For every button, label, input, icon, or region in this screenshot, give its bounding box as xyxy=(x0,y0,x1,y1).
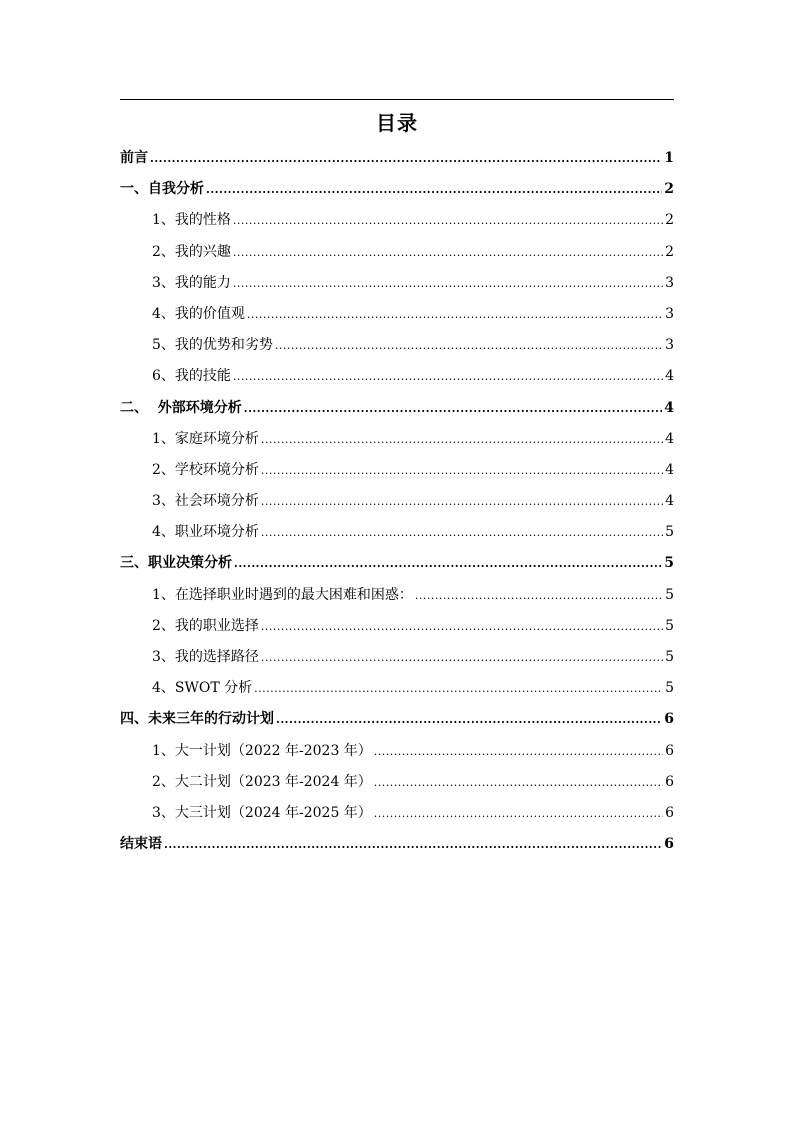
toc-entry-label: 3、社会环境分析 xyxy=(152,493,259,510)
toc-entry-label: 2、我的兴趣 xyxy=(152,243,231,260)
toc-entry-page: 4 xyxy=(665,461,674,478)
table-of-contents xyxy=(120,143,674,860)
toc-entry-page: 4 xyxy=(664,399,674,416)
toc-entry-page: 1 xyxy=(664,150,674,166)
toc-dot-leader xyxy=(374,798,663,829)
toc-entry-page: 4 xyxy=(665,493,674,510)
toc-dot-leader xyxy=(254,673,663,704)
toc-entry-label: 二、 外部环境分析 xyxy=(120,399,242,416)
toc-dot-leader xyxy=(275,330,663,361)
toc-dot-leader xyxy=(164,829,662,860)
toc-entry-label: 2、大二计划（2023 年-2024 年） xyxy=(152,773,372,790)
toc-dot-leader xyxy=(233,237,663,268)
toc-entry-label: 一、自我分析 xyxy=(120,181,204,198)
toc-entry-school-environment[interactable] xyxy=(120,455,674,486)
toc-entry-values[interactable] xyxy=(120,299,674,330)
toc-entry-career-environment[interactable] xyxy=(120,517,674,548)
toc-dot-leader xyxy=(374,767,663,798)
toc-dot-leader xyxy=(206,174,662,205)
toc-entry-career-decision[interactable] xyxy=(120,548,674,579)
toc-dot-leader xyxy=(261,642,663,673)
toc-dot-leader xyxy=(244,393,663,424)
toc-entry-difficulties[interactable] xyxy=(120,580,674,611)
toc-entry-label: 4、SWOT 分析 xyxy=(152,680,253,697)
toc-dot-leader xyxy=(261,486,663,517)
toc-entry-choice-path[interactable] xyxy=(120,642,674,673)
toc-entry-label: 2、我的职业选择 xyxy=(152,617,259,634)
toc-entry-label: 结束语 xyxy=(120,836,162,853)
toc-entry-page: 5 xyxy=(665,586,674,603)
toc-entry-label: 6、我的技能 xyxy=(152,368,231,385)
toc-entry-label: 1、大一计划（2022 年-2023 年） xyxy=(152,742,372,759)
toc-entry-family-environment[interactable] xyxy=(120,424,674,455)
toc-entry-label: 1、家庭环境分析 xyxy=(152,430,259,447)
header-rule xyxy=(120,99,674,100)
toc-entry-page: 2 xyxy=(665,212,674,229)
toc-entry-label: 5、我的优势和劣势 xyxy=(152,337,273,354)
toc-entry-career-choice[interactable] xyxy=(120,611,674,642)
toc-entry-social-environment[interactable] xyxy=(120,486,674,517)
toc-entry-skills[interactable] xyxy=(120,361,674,392)
toc-entry-label: 前言 xyxy=(120,150,148,166)
toc-entry-page: 6 xyxy=(665,804,674,821)
toc-entry-page: 5 xyxy=(664,555,674,572)
toc-entry-page: 4 xyxy=(665,368,674,385)
toc-entry-self-analysis[interactable] xyxy=(120,174,674,205)
toc-entry-label: 4、职业环境分析 xyxy=(152,524,259,541)
toc-entry-page: 4 xyxy=(665,430,674,447)
toc-entry-interests[interactable] xyxy=(120,237,674,268)
toc-entry-page: 2 xyxy=(665,243,674,260)
toc-entry-page: 5 xyxy=(665,524,674,541)
toc-dot-leader xyxy=(233,205,663,236)
toc-entry-label: 2、学校环境分析 xyxy=(152,461,259,478)
toc-dot-leader xyxy=(247,299,663,330)
toc-dot-leader xyxy=(261,611,663,642)
toc-dot-leader xyxy=(150,143,662,174)
toc-dot-leader xyxy=(374,736,663,767)
toc-dot-leader xyxy=(276,704,662,735)
toc-entry-label: 4、我的价值观 xyxy=(152,305,245,322)
toc-entry-page: 5 xyxy=(665,617,674,634)
toc-dot-leader xyxy=(234,548,662,579)
toc-entry-strengths-weaknesses[interactable] xyxy=(120,330,674,361)
toc-entry-action-plan[interactable] xyxy=(120,704,674,735)
toc-entry-label: 1、在选择职业时遇到的最大困难和困惑： xyxy=(152,586,413,603)
toc-dot-leader xyxy=(233,268,663,299)
toc-entry-page: 5 xyxy=(665,649,674,665)
toc-entry-page: 6 xyxy=(665,742,674,759)
toc-entry-abilities[interactable] xyxy=(120,268,674,299)
toc-entry-page: 6 xyxy=(664,711,674,728)
toc-dot-leader xyxy=(261,455,663,486)
toc-entry-year-one[interactable] xyxy=(120,736,674,767)
toc-entry-label: 四、未来三年的行动计划 xyxy=(120,711,274,728)
toc-entry-preface[interactable] xyxy=(120,143,674,174)
toc-entry-label: 三、职业决策分析 xyxy=(120,555,232,572)
toc-entry-page: 3 xyxy=(665,274,674,291)
toc-dot-leader xyxy=(261,517,663,548)
toc-entry-year-two[interactable] xyxy=(120,767,674,798)
toc-entry-page: 2 xyxy=(664,181,674,198)
toc-entry-label: 3、我的能力 xyxy=(152,274,231,291)
toc-entry-personality[interactable] xyxy=(120,205,674,236)
toc-entry-page: 5 xyxy=(665,680,674,697)
toc-dot-leader xyxy=(261,424,663,455)
toc-entry-swot[interactable] xyxy=(120,673,674,704)
toc-entry-page: 6 xyxy=(665,773,674,790)
toc-entry-page: 3 xyxy=(665,305,674,322)
toc-entry-label: 1、我的性格 xyxy=(152,212,231,229)
toc-entry-conclusion[interactable] xyxy=(120,829,674,860)
toc-entry-page: 3 xyxy=(665,337,674,354)
page-title: 目录 xyxy=(376,111,418,135)
toc-dot-leader xyxy=(233,361,663,392)
toc-entry-external-environment[interactable] xyxy=(120,393,674,424)
toc-entry-label: 3、我的选择路径 xyxy=(152,649,259,665)
toc-entry-year-three[interactable] xyxy=(120,798,674,829)
toc-dot-leader xyxy=(415,580,663,611)
toc-entry-page: 6 xyxy=(664,836,674,853)
toc-entry-label: 3、大三计划（2024 年-2025 年） xyxy=(152,804,372,821)
